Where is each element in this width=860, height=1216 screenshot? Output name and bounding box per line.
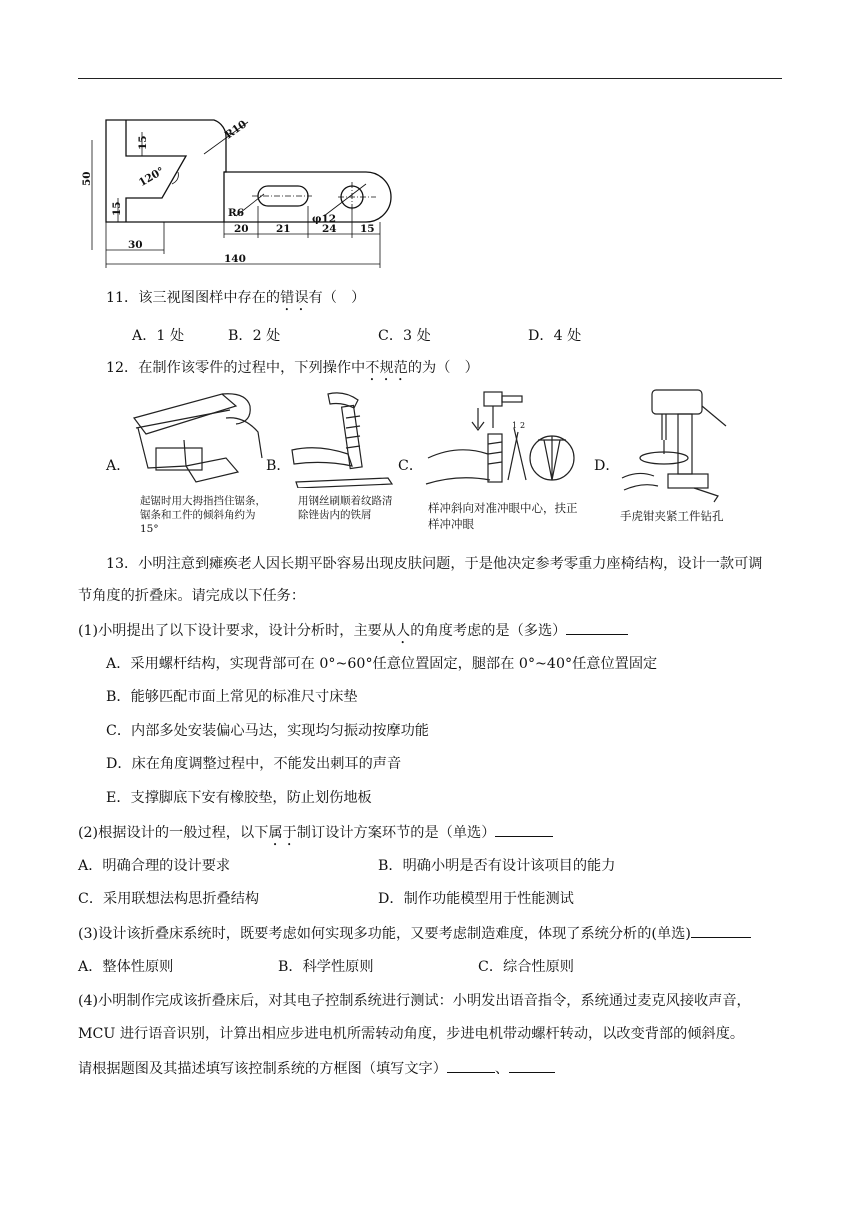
q11-stem-pre: 11．该三视图图样中存在的 <box>106 290 281 306</box>
q13-part2-stem <box>78 822 553 849</box>
q13-part2-option-b[interactable]: B．明确小明是否有设计该项目的能力 <box>378 858 616 874</box>
part-drawing <box>76 112 396 272</box>
q12-stem <box>106 358 479 384</box>
q13-part2-answer-blank[interactable] <box>495 822 553 837</box>
q12-label-b[interactable]: B． <box>266 458 291 474</box>
q13-part1-emphasis: 人 <box>396 623 411 639</box>
q11-stem-post: 有（ ） <box>308 290 366 306</box>
q13-part3-stem <box>78 923 751 944</box>
dim-50: 50 <box>81 171 93 186</box>
q13-part4-text: 请根据题图及其描述填写该控制系统的方框图（填写文字） <box>78 1061 447 1077</box>
part-outline-left <box>106 120 226 222</box>
q11-option-a[interactable]: A．1 处 <box>132 328 185 344</box>
header-rule <box>78 78 782 79</box>
q13-part1-option-a[interactable]: A．采用螺杆结构，实现背部可在 0°~60°任意位置固定，腿部在 0°~40°任意位置固定 <box>106 656 658 672</box>
q13-part2-post: 制订设计方案环节的是（单选） <box>296 825 496 841</box>
q13-part4-answer-blank-1[interactable] <box>447 1058 495 1073</box>
q13-part2-emphasis: 属于 <box>268 825 297 841</box>
drill-press-illustration <box>618 386 738 506</box>
q13-part1-option-c[interactable]: C．内部多处安装偏心马达，实现均匀振动按摩功能 <box>106 723 429 739</box>
file-brush-illustration <box>288 388 400 488</box>
q13-part4-answer-blank-2[interactable] <box>509 1058 555 1073</box>
dim-15-top: 15 <box>137 135 149 150</box>
q13-part4-separator: 、 <box>494 1061 510 1077</box>
q13-part1-pre: (1)小明提出了以下设计要求，设计分析时，主要从 <box>78 623 397 639</box>
q12-caption-b: 用钢丝刷顺着纹路清除锉齿内的铁屑 <box>298 495 393 521</box>
dim-r6: R6 <box>228 207 245 219</box>
dim-15-bottom: 15 <box>111 201 123 216</box>
q13-part2-pre: (2)根据设计的一般过程，以下 <box>78 825 269 841</box>
dim-21: 21 <box>276 223 291 235</box>
q12-caption-a: 起锯时用大拇指挡住锯条，锯条和工件的倾斜角约为15° <box>140 495 266 535</box>
dim-angle: 120° <box>136 165 167 190</box>
q12-stem-pre: 12．在制作该零件的过程中，下列操作中 <box>106 360 366 376</box>
q13-part3-answer-blank[interactable] <box>691 923 751 938</box>
dim-140: 140 <box>224 253 246 265</box>
q12-stem-emphasis: 不规范 <box>365 360 408 376</box>
dim-phi12: φ12 <box>312 213 337 225</box>
dim-24: 24 <box>322 223 337 235</box>
dim-30: 30 <box>128 239 143 251</box>
q12-stem-post: 的为（ ） <box>407 360 479 376</box>
q11-stem-emphasis: 错误 <box>280 290 309 306</box>
q13-part3-option-c[interactable]: C．综合性原则 <box>478 959 574 975</box>
svg-text:1: 1 <box>512 421 518 430</box>
q11-option-b[interactable]: B．2 处 <box>228 328 281 344</box>
q12-caption-d: 手虎钳夹紧工件钻孔 <box>620 509 724 523</box>
q13-part3-option-b[interactable]: B．科学性原则 <box>278 959 374 975</box>
q13-part1-option-b[interactable]: B．能够匹配市面上常见的标准尺寸床垫 <box>106 689 358 705</box>
q13-part1-stem <box>78 620 628 647</box>
q13-part3-option-a[interactable]: A．整体性原则 <box>78 959 174 975</box>
q13-part1-option-e[interactable]: E．支撑脚底下安有橡胶垫，防止划伤地板 <box>106 790 372 806</box>
q13-part4-line3 <box>78 1058 555 1079</box>
hacksaw-illustration <box>126 388 266 488</box>
q11-option-c[interactable]: C．3 处 <box>378 328 431 344</box>
q12-label-c[interactable]: C． <box>398 458 424 474</box>
q13-intro-line2: 节角度的折叠床。请完成以下任务： <box>78 588 306 604</box>
q13-part2-option-c[interactable]: C．采用联想法构思折叠结构 <box>78 891 260 907</box>
q13-part2-option-a[interactable]: A．明确合理的设计要求 <box>78 858 231 874</box>
q13-intro-line1: 13．小明注意到瘫痪老人因长期平卧容易出现皮肤问题，于是他决定参考零重力座椅结构，设计一款可调 <box>106 556 763 572</box>
q11-option-d[interactable]: D．4 处 <box>528 328 582 344</box>
svg-text:2: 2 <box>520 421 526 430</box>
dim-20: 20 <box>234 223 249 235</box>
q13-part1-answer-blank[interactable] <box>566 620 628 635</box>
q12-label-d[interactable]: D． <box>594 458 620 474</box>
q13-part1-option-d[interactable]: D．床在角度调整过程中，不能发出刺耳的声音 <box>106 756 402 772</box>
q11-stem <box>106 288 365 314</box>
dim-r10: R10 <box>222 118 249 142</box>
q13-part2-option-d[interactable]: D．制作功能模型用于性能测试 <box>378 891 574 907</box>
dim-15-right: 15 <box>360 223 375 235</box>
q13-part4-line1: (4)小明制作完成该折叠床后，对其电子控制系统进行测试：小明发出语音指令，系统通过麦克风接收声音， <box>78 993 751 1009</box>
punch-illustration <box>418 388 588 500</box>
q13-part3-text: (3)设计该折叠床系统时，既要考虑如何实现多功能，又要考虑制造难度，体现了系统分析的(单选) <box>78 926 691 942</box>
q12-caption-c: 样冲斜向对准冲眼中心，扶正样冲冲眼 <box>428 501 578 531</box>
q13-part1-post: 的角度考虑的是（多选） <box>410 623 567 639</box>
q13-part4-line2: MCU 进行语音识别，计算出相应步进电机所需转动角度，步进电机带动螺杆转动，以改变背部的倾斜度。 <box>78 1026 745 1042</box>
q12-label-a[interactable]: A． <box>106 458 131 474</box>
